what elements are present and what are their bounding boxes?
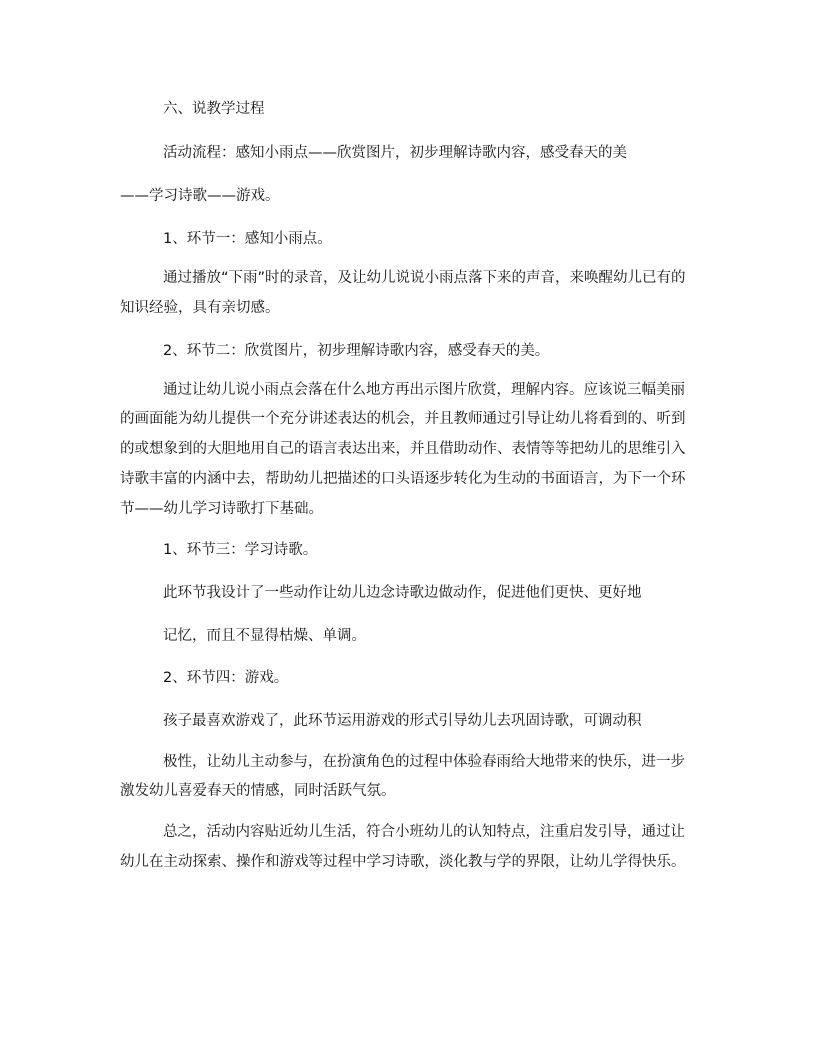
activity-flow-line-1: 活动流程：感知小雨点——欣赏图片，初步理解诗歌内容，感受春天的美 [163, 145, 627, 161]
step4-title: 2、环节四：游戏。 [163, 670, 289, 686]
summary-line-1: 总之，活动内容贴近幼儿生活，符合小班幼儿的认知特点，注重启发引导，通过让 [163, 824, 685, 840]
summary-line-2: 幼儿在主动探索、操作和游戏等过程中学习诗歌，淡化教与学的界限，让幼儿学得快乐。 [120, 854, 686, 870]
step3-title: 1、环节三：学习诗歌。 [163, 542, 318, 558]
step1-paragraph-line-1: 通过播放“下雨”时的录音，及让幼儿说说小雨点落下来的声音，来唤醒幼儿已有的 [163, 270, 686, 286]
step4-paragraph-line-3: 激发幼儿喜爱春天的情感，同时活跃气氛。 [120, 783, 396, 799]
step4-paragraph-line-1: 孩子最喜欢游戏了，此环节运用游戏的形式引导幼儿去巩固诗歌，可调动积 [163, 713, 642, 729]
step3-paragraph-line-1: 此环节我设计了一些动作让幼儿边念诗歌边做动作，促进他们更快、更好地 [163, 585, 642, 601]
step1-title: 1、环节一：感知小雨点。 [163, 231, 332, 247]
step1-paragraph-line-2: 知识经验，具有亲切感。 [120, 300, 280, 316]
section-heading: 六、说教学过程 [163, 101, 265, 117]
step4-paragraph-line-2: 极性，让幼儿主动参与，在扮演角色的过程中体验春雨给大地带来的快乐，进一步 [163, 754, 685, 770]
step2-paragraph-line-5: 节——幼儿学习诗歌打下基础。 [120, 501, 323, 517]
step2-paragraph-line-3: 的或想象到的大胆地用自己的语言表达出来，并且借助动作、表情等等把幼儿的思维引入 [120, 441, 686, 457]
activity-flow-line-2: ——学习诗歌——游戏。 [120, 188, 280, 204]
step2-title: 2、环节二：欣赏图片，初步理解诗歌内容，感受春天的美。 [163, 343, 550, 359]
step3-paragraph-line-2: 记忆，而且不显得枯燥、单调。 [163, 628, 366, 644]
step2-paragraph-line-2: 的画面能为幼儿提供一个充分讲述表达的机会，并且教师通过引导让幼儿将看到的、听到 [120, 411, 686, 427]
step2-paragraph-line-1: 通过让幼儿说小雨点会落在什么地方再出示图片欣赏，理解内容。应该说三幅美丽 [163, 382, 685, 398]
step2-paragraph-line-4: 诗歌丰富的内涵中去，帮助幼儿把描述的口头语逐步转化为生动的书面语言，为下一个环 [120, 471, 686, 487]
